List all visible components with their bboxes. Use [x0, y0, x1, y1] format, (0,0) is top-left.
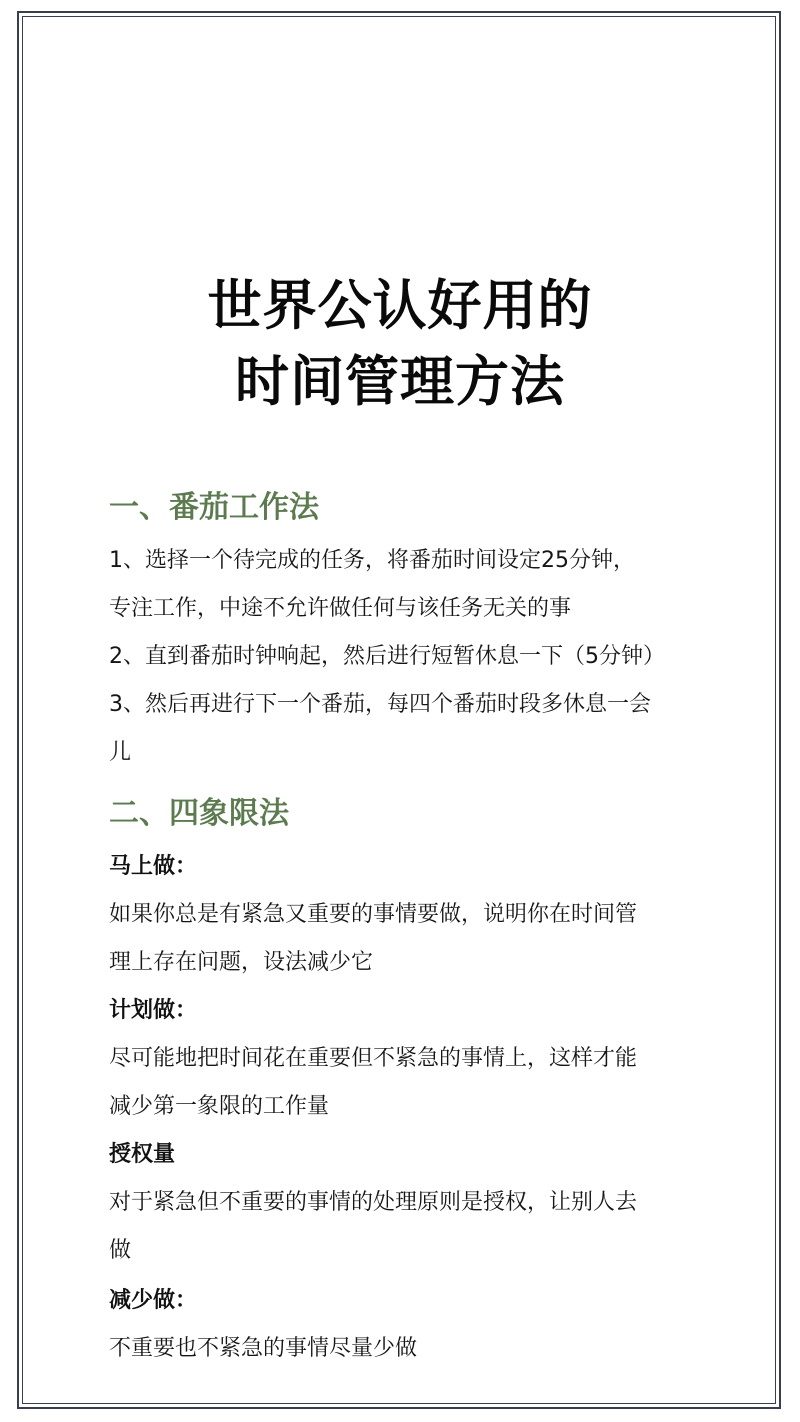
body-line: 专注工作，中途不允许做任何与该任务无关的事 — [109, 596, 572, 621]
body-line: 3、然后再进行下一个番茄，每四个番茄时段多休息一会 — [109, 692, 651, 717]
body-line: 1、选择一个待完成的任务，将番茄时间设定25分钟， — [109, 548, 635, 573]
quadrant-label-do-now: 马上做： — [109, 854, 198, 879]
quadrant-label-plan: 计划做： — [109, 998, 198, 1023]
quadrant-label-reduce: 减少做： — [109, 1288, 198, 1313]
section-heading-pomodoro: 一、番茄工作法 — [109, 490, 319, 525]
quadrant-label-delegate: 授权量 — [109, 1142, 176, 1167]
page-title-line-2: 时间管理方法 — [235, 350, 565, 413]
body-line: 对于紧急但不重要的事情的处理原则是授权，让别人去 — [109, 1190, 638, 1215]
section-heading-four-quadrants: 二、四象限法 — [109, 796, 289, 831]
body-line: 尽可能地把时间花在重要但不紧急的事情上，这样才能 — [109, 1046, 638, 1071]
body-line: 做 — [109, 1238, 132, 1263]
body-line: 2、直到番茄时钟响起，然后进行短暂休息一下（5分钟） — [109, 644, 665, 669]
body-line: 不重要也不紧急的事情尽量少做 — [109, 1336, 418, 1361]
body-line: 减少第一象限的工作量 — [109, 1094, 330, 1119]
body-line: 儿 — [109, 740, 132, 765]
body-line: 如果你总是有紧急又重要的事情要做，说明你在时间管 — [109, 902, 638, 927]
body-line: 理上存在问题，设法减少它 — [109, 950, 374, 975]
page-title-line-1: 世界公认好用的 — [207, 274, 593, 337]
